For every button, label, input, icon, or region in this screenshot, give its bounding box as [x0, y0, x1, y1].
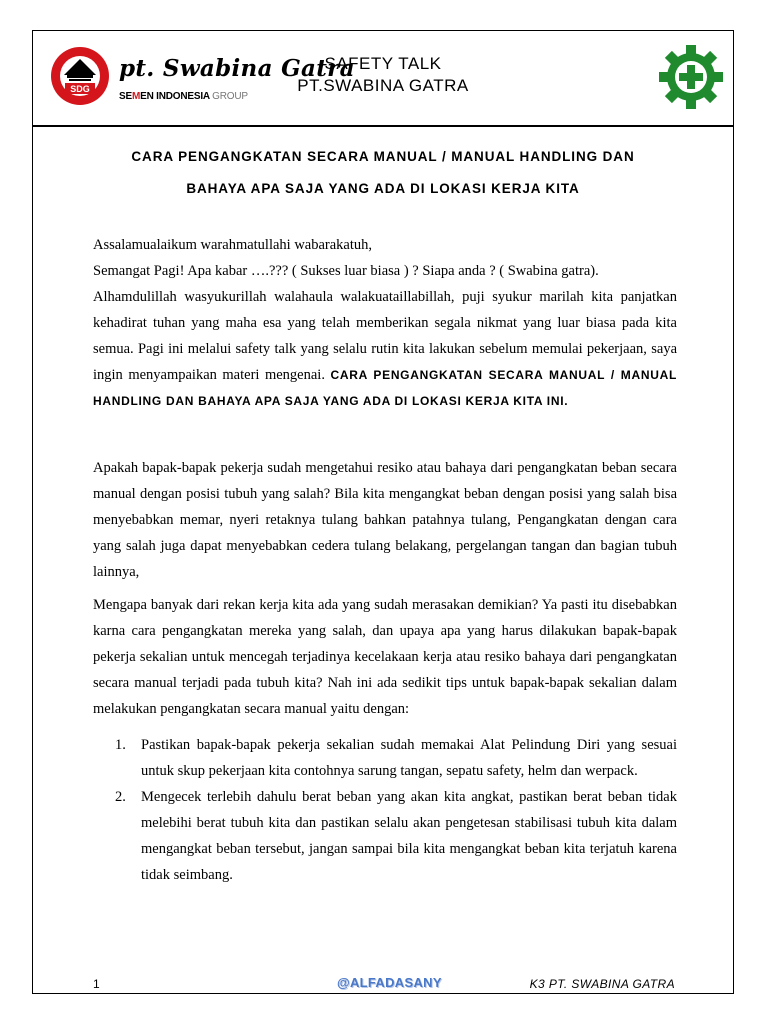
paragraph-1: Apakah bapak-bapak pekerja sudah mengetahui resiko atau bahaya dari pengangkatan beban secara manual dengan posisi tubuh yang salah? Bila kita mengangkat beban dengan posisi yang salah bisa menyebabkan memar, nyeri retaknya tulang bahkan patahnya tulang, Pengangkatan dengan cara yang salah juga dapat menyebabkan cedera tulang belakang, pergelangan tangan dan bagian tubuh lainnya,	[93, 460, 677, 580]
header-title-line1: SAFETY TALK	[324, 54, 442, 73]
intro-paragraph: Alhamdulillah wasyukurillah walahaula walakuataillabillah, puji syukur marilah kita panjatkan kehadirat tuhan yang maha esa yang telah memberikan segala nikmat yang luar biasa pada kita semua. Pagi ini melalui safety talk yang selalu rutin kita lakukan sebelum memulai pekerjaan, saya ingin menyampaikan materi mengenai. CARA PENGANGKATAN SECARA MANUAL / MANUAL HANDLING DAN BAHAYA APA SAJA YANG ADA DI LOKASI KERJA KITA INI.	[93, 289, 677, 408]
header-title	[233, 53, 533, 97]
k3-safety-gear-icon	[659, 45, 723, 109]
document-page	[32, 30, 734, 994]
document-header	[33, 31, 733, 125]
greeting: Assalamualaikum warahmatullahi wabarakatuh,	[93, 237, 373, 253]
logo-text: SDG	[70, 84, 90, 94]
footer-company: K3 PT. SWABINA GATRA	[529, 977, 675, 991]
list-item: 1. Pastikan bapak-bapak pekerja sekalian sudah memakai Alat Pelindung Diri yang sesuai untuk skup pekerjaan kita contohnya sarung tangan, sepatu safety, helm dan werpack.	[115, 737, 677, 779]
list-item: 2. Mengecek terlebih dahulu berat beban yang akan kita angkat, pastikan berat beban tidak melebihi berat tubuh kita dan pastikan selalu akan pengetesan stabilisasi tubuh kita dalam mengangkat beban tersebut, jangan sampai bila kita mengangkat beban kita terjatuh karena tidak seimbang.	[115, 789, 677, 883]
document-title-line1: CARA PENGANGKATAN SECARA MANUAL / MANUAL HANDLING DAN	[131, 149, 635, 164]
document-footer	[33, 973, 733, 993]
paragraph-2: Mengapa banyak dari rekan kerja kita ada yang sudah merasakan demikian? Ya pasti itu disebabkan karna cara pengangkatan mereka yang salah, dan upaya apa yang harus dilakukan bapak-bapak pekerja sekalian untuk mencegah terjadinya kecelakaan kerja atau resiko bahaya dari pengangkatan secara manual terjadi pada tubuh kita? Nah ini ada sedikit tips untuk bapak-bapak sekalian dalam melakukan pengangkatan secara manual yaitu dengan:	[93, 597, 677, 717]
tips-list	[93, 732, 677, 888]
document-title-line2: BAHAYA APA SAJA YANG ADA DI LOKASI KERJA KITA	[186, 181, 580, 196]
brand-subtitle: SEMEN INDONESIA GROUP	[119, 91, 248, 102]
watermark: @ALFADASANY	[337, 975, 442, 990]
header-title-line2: PT.SWABINA GATRA	[297, 76, 469, 95]
swabina-logo-icon	[49, 45, 111, 107]
page-number: 1	[93, 977, 100, 991]
brand-name: pt. Swabina Gatra	[119, 55, 355, 82]
greeting-line2: Semangat Pagi! Apa kabar ….??? ( Sukses luar biasa ) ? Siapa anda ? ( Swabina gatra).	[93, 263, 599, 279]
intro-topic: CARA PENGANGKATAN SECARA MANUAL / MANUAL HANDLING DAN BAHAYA APA SAJA YANG ADA DI LOKASI KERJA KITA INI.	[93, 368, 677, 408]
opening-section	[93, 232, 677, 414]
header-divider	[33, 125, 733, 127]
